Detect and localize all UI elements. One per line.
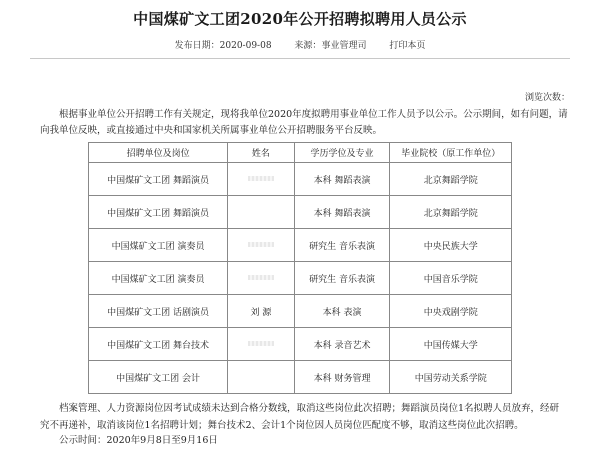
cell-degree-major: 本科 舞蹈表演: [294, 163, 390, 196]
cell-unit-post: 中国煤矿文工团 话剧演员: [89, 295, 228, 328]
cell-name: 刘 源: [228, 295, 294, 328]
candidate-table: [88, 142, 512, 394]
article-meta: [0, 38, 600, 51]
cell-name: [228, 328, 294, 361]
cell-school: 中国传媒大学: [390, 328, 512, 361]
cell-degree-major: 研究生 音乐表演: [294, 262, 390, 295]
publish-date: [175, 41, 272, 51]
cell-unit-post: 中国煤矿文工团 会计: [89, 361, 228, 394]
cell-unit-post: 中国煤矿文工团 舞台技术: [89, 328, 228, 361]
summary-paragraph: 档案管理、人力资源岗位因考试成绩未达到合格分数线，取消这些岗位此次招聘；舞蹈演员岗位1名拟聘人员放弃，经研究不再递补，取消该岗位1名招聘计划；舞台技术2、会计1个岗位因人员岗位匹配度不够，取消这些岗位此次招聘。: [40, 403, 560, 431]
cell-unit-post: 中国煤矿文工团 演奏员: [89, 262, 228, 295]
table-row: [89, 196, 512, 229]
header-unit-post: 招聘单位及岗位: [89, 143, 228, 163]
source: [294, 41, 366, 51]
cell-name: [228, 361, 294, 394]
cell-name: [228, 229, 294, 262]
redacted-name: [248, 242, 274, 247]
table-row: [89, 262, 512, 295]
header-school: 毕业院校（原工作单位）: [390, 143, 512, 163]
cell-school: 北京舞蹈学院: [390, 163, 512, 196]
table-row: [89, 295, 512, 328]
cell-school: 北京舞蹈学院: [390, 196, 512, 229]
cell-school: 中央民族大学: [390, 229, 512, 262]
cell-degree-major: 本科 表演: [294, 295, 390, 328]
publish-date-value: 2020-09-08: [219, 41, 272, 51]
header-degree-major: 学历学位及专业: [294, 143, 390, 163]
source-label: 来源：: [294, 41, 322, 51]
cell-degree-major: 本科 录音艺术: [294, 328, 390, 361]
view-count: 浏览次数：: [524, 93, 570, 103]
table-row: [89, 361, 512, 394]
publicity-period: 公示时间：2020年9月8日至9月16日: [59, 435, 218, 446]
cell-unit-post: 中国煤矿文工团 舞蹈演员: [89, 196, 228, 229]
source-value: 事业管理司: [321, 41, 367, 51]
cell-school: 中央戏剧学院: [390, 295, 512, 328]
header-name: 姓名: [228, 143, 294, 163]
cell-name: [228, 262, 294, 295]
cell-unit-post: 中国煤矿文工团 演奏员: [89, 229, 228, 262]
cell-degree-major: 本科 舞蹈表演: [294, 196, 390, 229]
table-row: [89, 163, 512, 196]
cell-name: [228, 196, 294, 229]
cell-degree-major: 本科 财务管理: [294, 361, 390, 394]
cell-school: 中国劳动关系学院: [390, 361, 512, 394]
print-page-link[interactable]: 打印本页: [389, 41, 426, 51]
publish-date-label: 发布日期：: [174, 41, 220, 51]
redacted-name: [248, 176, 274, 181]
intro-paragraph: 根据事业单位公开招聘工作有关规定，现将我单位2020年度拟聘用事业单位工作人员予以公示。公示期间，如有问题，请向我单位反映，或直接通过中央和国家机关所属事业单位公开招聘服务平台反映。: [40, 109, 568, 136]
redacted-name: [248, 275, 274, 280]
cell-unit-post: 中国煤矿文工团 舞蹈演员: [89, 163, 228, 196]
cell-school: 中国音乐学院: [390, 262, 512, 295]
table-header-row: [89, 143, 512, 163]
cell-name: [228, 163, 294, 196]
table-row: [89, 328, 512, 361]
header-divider: [30, 58, 570, 59]
cell-degree-major: 研究生 音乐表演: [294, 229, 390, 262]
table-row: [89, 229, 512, 262]
redacted-name: [248, 341, 274, 346]
page-title: 中国煤矿文工团2020年公开招聘拟聘用人员公示: [133, 10, 467, 28]
